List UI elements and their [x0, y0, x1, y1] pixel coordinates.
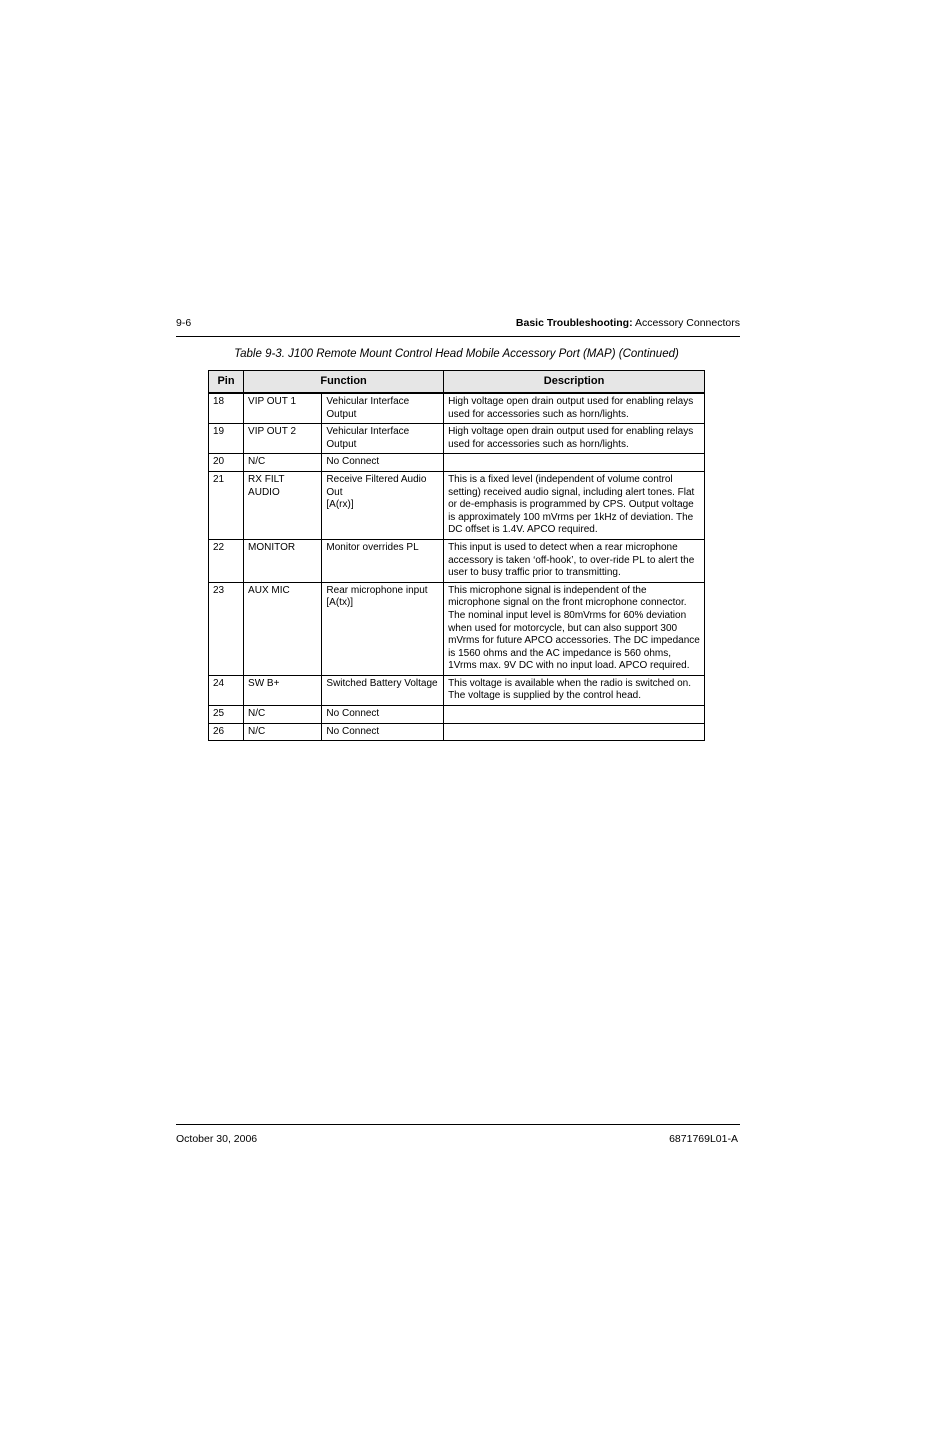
function-cell: Vehicular Interface Output [322, 394, 444, 424]
page-header [176, 316, 740, 337]
description-column-header: Description [444, 371, 705, 393]
table-title: Table 9-3. J100 Remote Mount Control Head Mobile Accessory Port (MAP) (Continued) [234, 348, 679, 360]
function-cell: No Connect [322, 723, 444, 741]
pin-cell: 22 [209, 539, 244, 582]
function-cell: Vehicular Interface Output [322, 424, 444, 454]
pin-cell: 25 [209, 706, 244, 724]
function-cell: Switched Battery Voltage [322, 675, 444, 705]
table-row [209, 723, 705, 741]
function-cell: Receive Filtered Audio Out [A(rx)] [322, 471, 444, 539]
description-cell: High voltage open drain output used for enabling relays used for accessories such as horn/lights. [444, 394, 705, 424]
table-row [209, 454, 705, 472]
pin-cell: 21 [209, 471, 244, 539]
pin-cell: 26 [209, 723, 244, 741]
footer-date: October 30, 2006 [176, 1133, 258, 1145]
signal-name-cell: RX FILT AUDIO [244, 471, 322, 539]
signal-name-cell: SW B+ [244, 675, 322, 705]
map-pin-table [208, 370, 705, 741]
section-title-bold: Basic Troubleshooting: [515, 317, 633, 329]
description-cell [444, 723, 705, 741]
description-cell: This voltage is available when the radio is switched on. The voltage is supplied by the control head. [444, 675, 705, 705]
description-cell: High voltage open drain output used for enabling relays used for accessories such as horn/lights. [444, 424, 705, 454]
description-cell [444, 706, 705, 724]
function-cell: No Connect [322, 454, 444, 472]
table-row [209, 706, 705, 724]
table-row [209, 394, 705, 424]
function-cell: Rear microphone input [A(tx)] [322, 582, 444, 675]
signal-name-cell: N/C [244, 723, 322, 741]
pin-cell: 20 [209, 454, 244, 472]
function-cell: No Connect [322, 706, 444, 724]
description-cell: This input is used to detect when a rear microphone accessory is taken ‘off-hook’, to over-ride PL to alert the user to busy traffic prior to transmitting. [444, 539, 705, 582]
table-row [209, 471, 705, 539]
description-cell: This is a fixed level (independent of volume control setting) received audio signal, including alert tones. Flat or de-emphasis is programmed by CPS. Output voltage is approximately 100 mVrms per 1kHz of deviation. The DC offset is 1.4V. APCO required. [444, 471, 705, 539]
pin-cell: 24 [209, 675, 244, 705]
signal-name-cell: MONITOR [244, 539, 322, 582]
footer-doc-number: 6871769L01-A [669, 1133, 738, 1145]
section-title-rest: Accessory Connectors [632, 317, 740, 329]
signal-name-cell: AUX MIC [244, 582, 322, 675]
pin-cell: 23 [209, 582, 244, 675]
function-column-header: Function [244, 371, 444, 393]
table-header-row [209, 371, 705, 393]
section-title [516, 317, 740, 329]
table-row [209, 539, 705, 582]
table-body [209, 393, 705, 741]
page-footer [176, 1124, 740, 1145]
description-cell [444, 454, 705, 472]
pin-cell: 19 [209, 424, 244, 454]
pin-cell: 18 [209, 394, 244, 424]
table-row [209, 582, 705, 675]
signal-name-cell: VIP OUT 1 [244, 394, 322, 424]
signal-name-cell: N/C [244, 706, 322, 724]
page-number: 9-6 [176, 317, 192, 329]
signal-name-cell: N/C [244, 454, 322, 472]
table-row [209, 675, 705, 705]
description-cell: This microphone signal is independent of the microphone signal on the front microphone connector. The nominal input level is 80mVrms for 60% deviation when used for motorcycle, but can also support 300 mVrms for future APCO accessories. The DC impedance is 1560 ohms and the AC impedance is 560 ohms, 1Vrms max. 9V DC with no input load. APCO required. [444, 582, 705, 675]
pin-column-header: Pin [209, 371, 244, 393]
function-cell: Monitor overrides PL [322, 539, 444, 582]
signal-name-cell: VIP OUT 2 [244, 424, 322, 454]
table-row [209, 424, 705, 454]
